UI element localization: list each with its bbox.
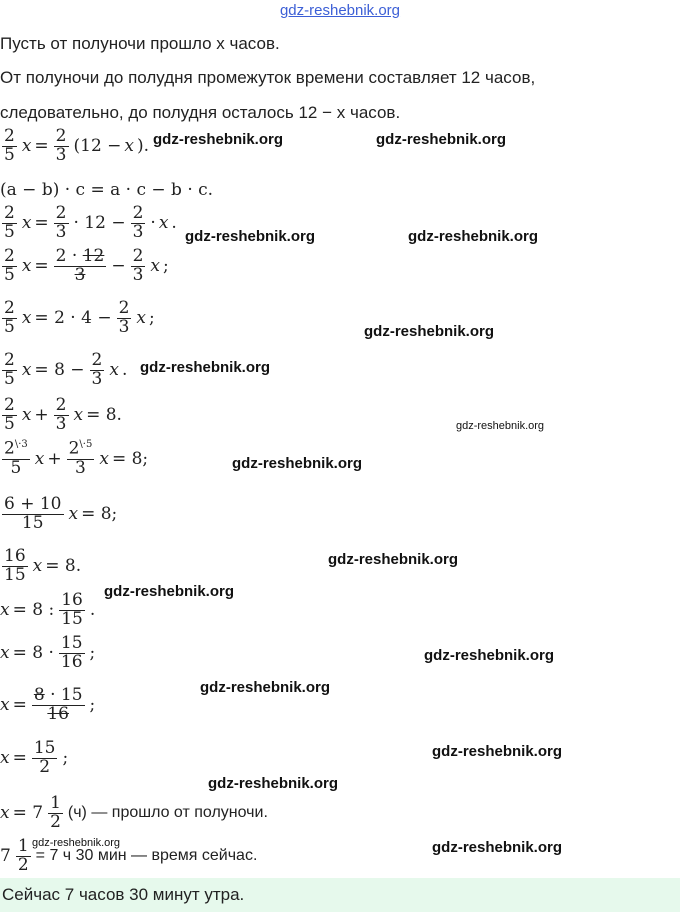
text-line-2: От полуночи до полудня промежуток времени составляет 12 часов, <box>0 68 536 87</box>
watermark: gdz-reshebnik.org <box>432 743 563 760</box>
math-line-10: $\frac{16}{15}$ x = 8. <box>4 546 82 585</box>
answer-banner: Сейчас 7 часов 30 минут утра. <box>0 878 680 912</box>
text-line-3: следовательно, до полудня осталось 12 − x часов. <box>0 103 401 122</box>
math-line-9: $\frac{6 + 10}{15}$ x = 8; <box>4 494 118 533</box>
math-line-14: x = $\frac{15}{2}$ ; <box>0 738 69 777</box>
math-line-13: x = $\frac{8 \cdot 15}{16}$ ; <box>0 685 96 724</box>
watermark: gdz-reshebnik.org <box>408 228 539 245</box>
watermark: gdz-reshebnik.org <box>153 131 284 148</box>
watermark: gdz-reshebnik.org <box>364 323 495 340</box>
site-link[interactable]: gdz-reshebnik.org <box>279 2 401 19</box>
watermark: gdz-reshebnik.org <box>185 228 316 245</box>
watermark: gdz-reshebnik.org <box>200 679 331 696</box>
math-line-11: x = 8 : $\frac{16}{15}$ . <box>0 590 96 629</box>
watermark: gdz-reshebnik.org <box>208 775 339 792</box>
math-line-3: $\frac{2}{5}$ x = $\frac{2}{3}$ · 12 − $\frac{2}{3}$ · x . <box>4 203 177 242</box>
watermark: gdz-reshebnik.org <box>328 551 459 568</box>
math-line-16: 7 $\frac{1}{2}$ = 7 ч 30 мин — время сейчас. <box>0 836 258 875</box>
math-line-12: x = 8 · $\frac{15}{16}$ ; <box>0 633 96 672</box>
math-line-1: $\frac{2}{5}$ x = $\frac{2}{3}$ (12 − x ). <box>4 126 150 165</box>
watermark: gdz-reshebnik.org <box>104 583 235 600</box>
math-line-5: $\frac{2}{5}$ x = 2 · 4 − $\frac{2}{3}$ x ; <box>4 298 155 337</box>
math-line-4: $\frac{2}{5}$ x = $\frac{2 \cdot 12}{3}$ − $\frac{2}{3}$ x ; <box>4 246 169 285</box>
watermark: gdz-reshebnik.org <box>32 837 121 849</box>
watermark: gdz-reshebnik.org <box>140 359 271 376</box>
watermark: gdz-reshebnik.org <box>232 455 363 472</box>
watermark: gdz-reshebnik.org <box>456 420 545 432</box>
watermark: gdz-reshebnik.org <box>432 839 563 856</box>
watermark: gdz-reshebnik.org <box>376 131 507 148</box>
math-line-6: $\frac{2}{5}$ x = 8 − $\frac{2}{3}$ x . <box>4 350 128 389</box>
text-line-1: Пусть от полуночи прошло x часов. <box>0 34 280 53</box>
math-line-2: (a − b) · c = a · c − b · c. <box>0 180 214 200</box>
watermark: gdz-reshebnik.org <box>424 647 555 664</box>
math-line-7: $\frac{2}{5}$ x + $\frac{2}{3}$ x = 8. <box>4 395 122 434</box>
math-line-15: x = 7 $\frac{1}{2}$ (ч) — прошло от полуночи. <box>0 793 268 832</box>
math-line-8: $\frac{2^{\backslash\cdot 3}}{5}$ x + $\frac{2^{\backslash\cdot 5}}{3}$ x = 8; <box>4 438 149 478</box>
